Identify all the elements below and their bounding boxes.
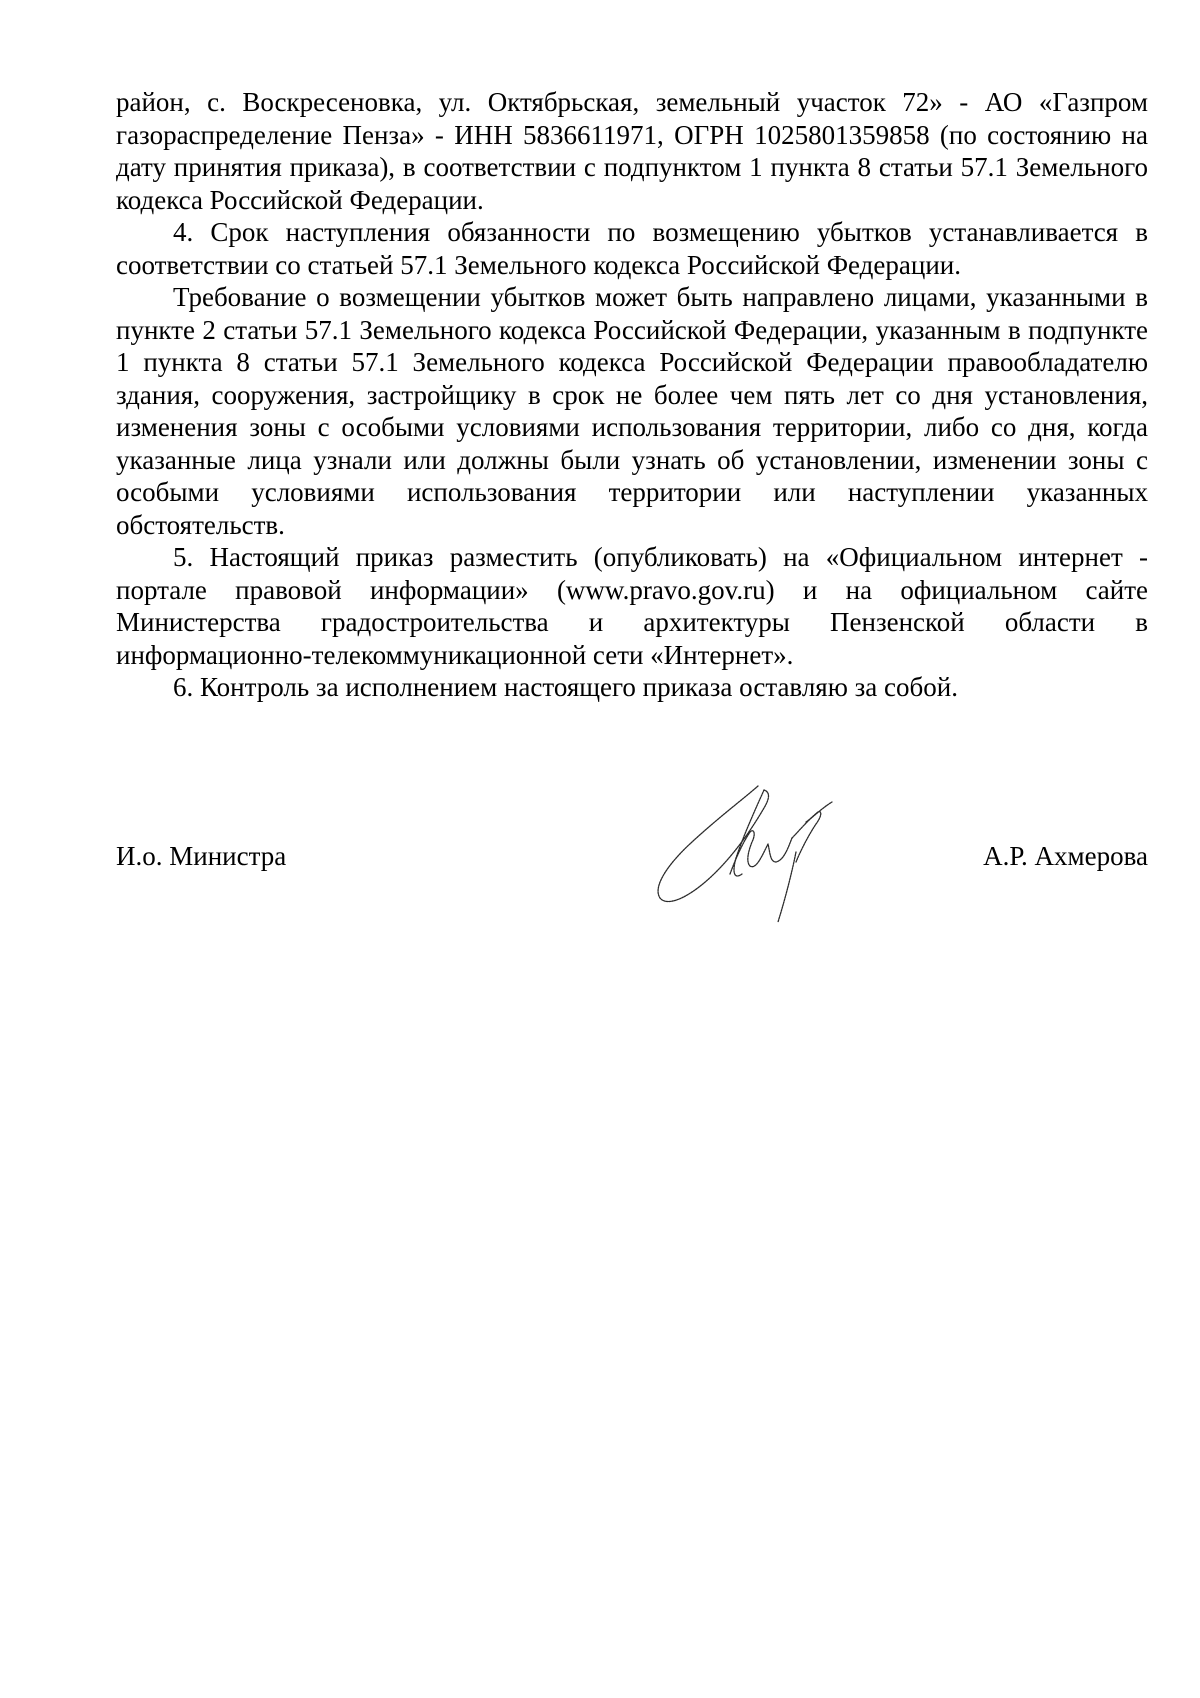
- paragraph-compensation-claim: Требование о возмещении убытков может быть направлено лицами, указанными в пункте 2 статьи 57.1 Земельного кодекса Российской Федерации, указанным в подпункте 1 пункта 8 статьи 57.1 Земельного кодекса Российской Федерации правообладателю здания, сооружения, застройщику в срок не более чем пять лет со дня установления, изменения зоны с особыми условиями использования территории, либо со дня, когда указанные лица узнали или должны были узнать об установлении, изменении зоны с особыми условиями использования территории или наступлении указанных обстоятельств.: [116, 282, 1148, 540]
- paragraph-item-5: 5. Настоящий приказ разместить (опубликовать) на «Официальном интернет - портале правовой информации» (www.pravo.gov.ru) и на официальном сайте Министерства градостроительства и архитектуры Пензенской области в информационно-телекоммуникационной сети «Интернет».: [116, 542, 1148, 670]
- paragraph-continuation: район, с. Воскресеновка, ул. Октябрьская, земельный участок 72» - АО «Газпром газораспределение Пенза» - ИНН 5836611971, ОГРН 1025801359858 (по состоянию на дату принятия приказа), в соответствии с подпунктом 1 пункта 8 статьи 57.1 Земельного кодекса Российской Федерации.: [116, 87, 1148, 215]
- position-title: И.о. Министра: [116, 841, 287, 871]
- signer-name: А.Р. Ахмерова: [983, 841, 1148, 871]
- paragraph-item-4: 4. Срок наступления обязанности по возмещению убытков устанавливается в соответствии со статьей 57.1 Земельного кодекса Российской Федерации.: [116, 217, 1148, 280]
- handwritten-signature-icon: [646, 782, 846, 932]
- paragraph-item-6: 6. Контроль за исполнением настоящего приказа оставляю за собой.: [173, 672, 958, 702]
- order-body: [116, 86, 1148, 704]
